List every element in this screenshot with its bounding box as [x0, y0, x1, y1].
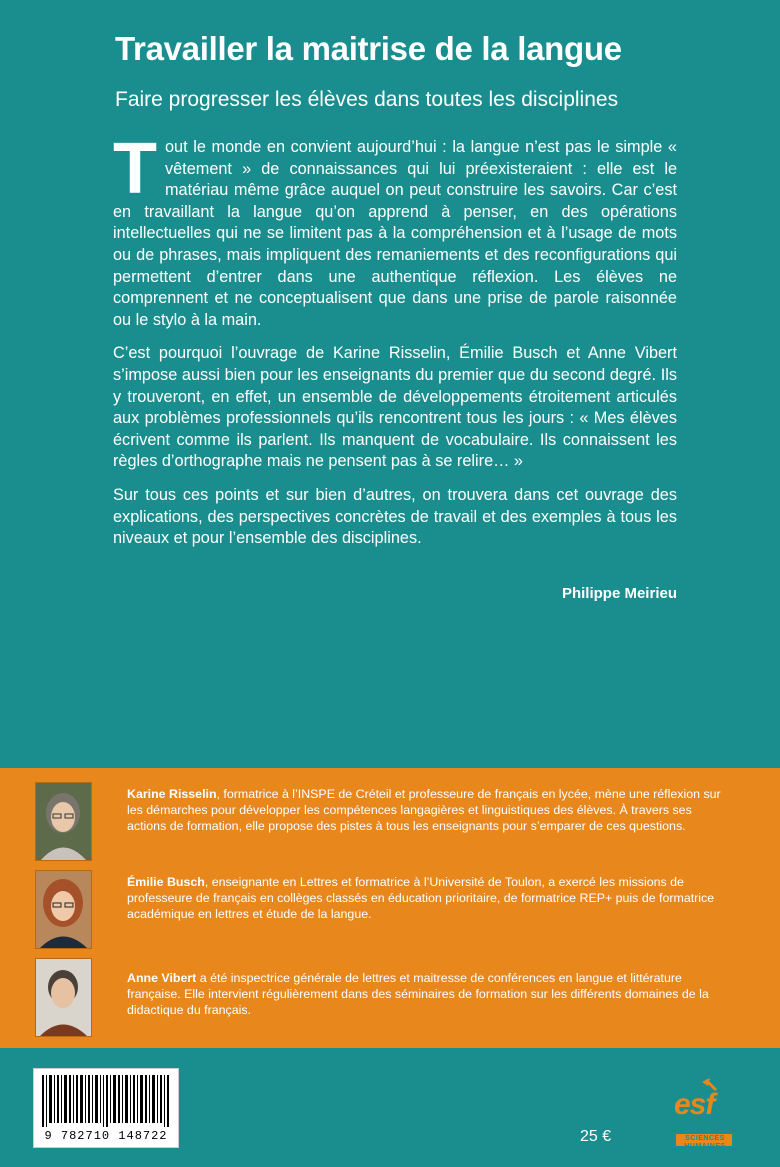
book-title: Travailler la maitrise de la langue: [115, 30, 622, 67]
author-name: Anne Vibert: [127, 971, 197, 985]
author-bio-text: , enseignante en Lettres et formatrice à l’Université de Toulon, a exercé les missions de professeure de français en collèges classés en éducation prioritaire, de formatrice REP+ puis de formatrice académique en lettres et étude de la langue.: [127, 875, 715, 921]
author-name: Karine Risselin: [127, 787, 217, 801]
authors-band: [0, 768, 780, 1048]
author-photo: [35, 958, 92, 1037]
isbn-number: 9 782710 148722: [44, 1129, 168, 1143]
book-subtitle: Faire progresser les élèves dans toutes les disciplines: [115, 88, 619, 111]
back-cover-bottom: [0, 1048, 780, 1167]
author-bio: [127, 786, 727, 834]
barcode-icon: [42, 1075, 170, 1127]
author-bio-text: , formatrice à l’INSPE de Créteil et professeure de français en lycée, mène une réflexion sur les démarches pour développer les compétences langagières et linguistiques des élèves. À travers ses actions de formation, elle propose des pistes à tous les enseignants pour s’emparer de ces questions.: [127, 787, 721, 833]
blurb-paragraph-1-text: out le monde en convient aujourd’hui : la langue n’est pas le simple « vêtement » de connaissances qui lui préexisteraient : elle est le matériau même grâce auquel on peut construire les savoirs. Car c’est en travaillant la langue qu’on apprend à penser, en des opérations intellectuelles qui ne se limitent pas à la compréhension et à l’usage de mots ou de phrases, mais impliquent des remaniements et des reconfigurations qui permettent d’entrer dans une authentique réflexion. Les élèves ne comprennent et ne conceptualisent que dans une prise de parole raisonnée ou le stylo à la main.: [113, 138, 677, 329]
publisher-logo-text: esf: [674, 1088, 715, 1121]
dropcap-letter: T: [113, 129, 157, 209]
preface-signature: Philippe Meirieu: [561, 585, 677, 602]
blurb-paragraph-3: Sur tous ces points et sur bien d’autres, on trouvera dans cet ouvrage des explications, des perspectives concrètes de travail et des exemples à tous les niveaux et pour l’ensemble des disciplines.: [113, 485, 677, 548]
blurb-paragraph-1: [113, 129, 677, 331]
publisher-logo-subtitle: SCIENCES HUMAINES: [684, 1135, 726, 1150]
author-name: Émilie Busch: [127, 875, 205, 889]
price: 25 €: [580, 1128, 612, 1145]
author-bio: [127, 970, 727, 1018]
author-bio: [127, 874, 727, 922]
blurb-paragraph-2: C’est pourquoi l’ouvrage de Karine Risselin, Émilie Busch et Anne Vibert s’impose aussi bien pour les enseignants du premier que du second degré. Ils y trouveront, en effet, un ensemble de développements étroitement articulés aux problèmes professionnels qu’ils rencontrent tous les jours : « Mes élèves écrivent comme ils parlent. Ils manquent de vocabulaire. Ils connaissent les règles d’orthographe mais ne pensent pas à se relire… »: [113, 344, 677, 471]
isbn-barcode: [33, 1068, 179, 1148]
author-photo: [35, 782, 92, 861]
blurb: [113, 129, 677, 562]
author-photo: [35, 870, 92, 949]
author-bio-text: a été inspectrice générale de lettres et maitresse de conférences en langue et littérature française. Elle intervient régulièrement dans des séminaires de formation sur les différents domaines de la didactique du français.: [127, 971, 709, 1017]
